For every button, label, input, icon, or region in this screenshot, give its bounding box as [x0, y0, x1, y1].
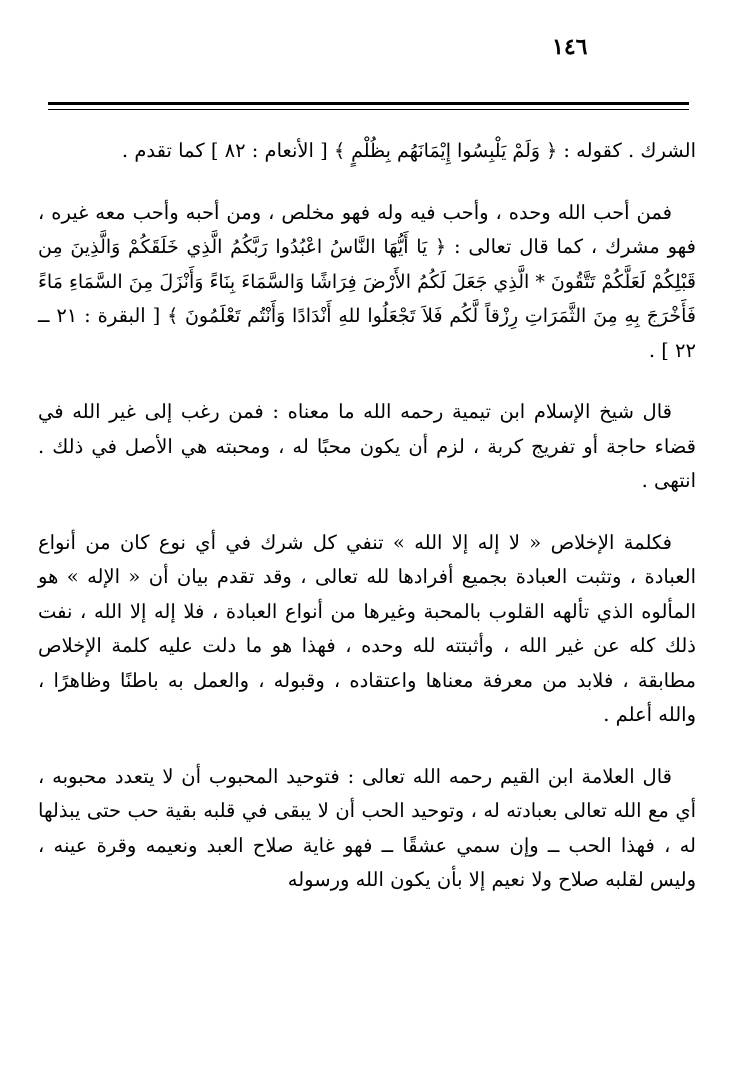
header-rule-thick: [48, 102, 689, 105]
page-body: [38, 134, 696, 925]
paragraph-5: [38, 760, 696, 898]
paragraph-4-text: فكلمة الإخلاص « لا إله إلا الله » تنفي كل شرك في أي نوع كان من أنواع العبادة ، وتثبت العبادة بجميع أفرادها لله تعالى ، وقد تقدم بيان أن « الإله » هو المألوه الذي تألهه القلوب بالمحبة وغيرها من أنواع العبادة ، فلا إله إلا الله ، نفت ذلك كله عن غير الله ، وأثبتته لله وحده ، فهذا هو ما دلت عليه كلمة الإخلاص مطابقة ، فلابد من معرفة معناها واعتقاده ، وقبوله ، والعمل به باطنًا وظاهرًا ، والله أعلم .: [38, 530, 696, 726]
page-number: ١٤٦: [552, 34, 588, 60]
verse-reference: [ الأنعام : ٨٢ ] كما تقدم .: [121, 139, 334, 162]
header-rule-thin: [48, 109, 689, 110]
paragraph-2-text: فمن أحب الله وحده ، وأحب فيه وله فهو مخلص ، ومن أحبه وأحب معه غيره ، فهو مشرك ، كما قال تعالى :: [38, 200, 696, 258]
paragraph-5-text: قال العلامة ابن القيم رحمه الله تعالى : فتوحيد المحبوب أن لا يتعدد محبوبه ، أي مع الله تعالى بعبادته له ، وتوحيد الحب أن لا يبقى في قلبه بقية حب حتى يبذلها له ، فهذا الحب ــ وإن سمي عشقًا ــ فهو غاية صلاح العبد ونعيمه وقرة عينه ، وليس لقلبه صلاح ولا نعيم إلا بأن يكون الله ورسوله: [38, 764, 696, 891]
paragraph-1: [38, 134, 696, 169]
quran-verse: ﴿ وَلَمْ يَلْبِسُوا إِيْمَانَهُم بِظُلْمٍ ﴾: [333, 140, 558, 162]
paragraph-2: [38, 196, 696, 369]
paragraph-1-text: الشرك . كقوله :: [557, 139, 696, 162]
verse-reference: [ البقرة : ٢١ ــ ٢٢ ] .: [38, 304, 696, 362]
quran-verse: ﴿ يَا أَيُّهَا النَّاسُ اعْبُدُوا رَبَّكُمُ الَّذِي خَلَقَكُمْ وَالَّذِينَ مِن قَبْلِكُمْ لَعَلَّكُمْ تَتَّقُونَ * الَّذِي جَعَلَ لَكُمُ الأَرْضَ فِرَاشًا وَالسَّمَاءَ بِنَاءً وَأَنْزَلَ مِنَ السَّمَاءِ مَاءً فَأَخْرَجَ بِهِ مِنَ الثَّمَرَاتِ رِزْقاً لَّكُم فَلاَ تَجْعَلُوا للهِ أَنْدَادًا وَأَنْتُم تَعْلَمُونَ ﴾: [38, 236, 697, 327]
paragraph-3: [38, 395, 696, 499]
paragraph-4: [38, 526, 696, 733]
paragraph-3-text: قال شيخ الإسلام ابن تيمية رحمه الله ما معناه : فمن رغب إلى غير الله في قضاء حاجة أو تفريج كربة ، لزم أن يكون محبًا له ، ومحبته هي الأصل في ذلك . انتهى .: [38, 400, 696, 492]
